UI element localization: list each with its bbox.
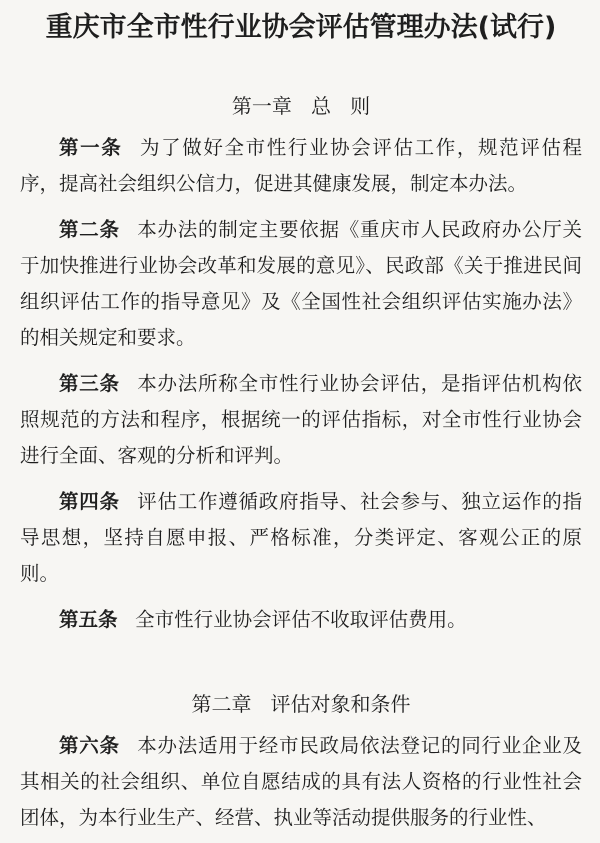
article: [20, 484, 582, 592]
article-text: 本办法所称全市性行业协会评估，是指评估机构依照规范的方法和程序，根据统一的评估指标，对全市性行业协会进行全面、客观的分析和评判。: [20, 372, 582, 467]
article: [20, 366, 582, 474]
article-text: 评估工作遵循政府指导、社会参与、独立运作的指导思想，坚持自愿申报、严格标准，分类评定、客观公正的原则。: [20, 490, 582, 585]
article-label: 第五条: [59, 608, 118, 631]
document-title: 重庆市全市性行业协会评估管理办法(试行): [45, 12, 557, 43]
article-label: 第六条: [59, 734, 120, 757]
article-text: 本办法适用于经市民政局依法登记的同行业企业及其相关的社会组织、单位自愿结成的具有法人资格的行业性社会团体，为本行业生产、经营、执业等活动提供服务的行业性、: [20, 734, 582, 829]
chapter-heading: 第二章 评估对象和条件: [191, 692, 411, 716]
article-text: 为了做好全市性行业协会评估工作，规范评估程序，提高社会组织公信力，促进其健康发展，制定本办法。: [20, 136, 582, 195]
chapter-heading: 第一章 总 则: [231, 94, 371, 118]
article-label: 第四条: [59, 490, 120, 513]
article-label: 第二条: [59, 218, 120, 241]
article-label: 第一条: [59, 136, 123, 159]
article: [20, 212, 582, 356]
article-text: 本办法的制定主要依据《重庆市人民政府办公厅关于加快推进行业协会改革和发展的意见》、民政部《关于推进民间组织评估工作的指导意见》及《全国性社会组织评估实施办法》的相关规定和要求。: [20, 218, 582, 349]
article: [20, 130, 582, 202]
article: [20, 728, 582, 836]
article-text: 全市性行业协会评估不收取评估费用。: [135, 608, 467, 631]
article-label: 第三条: [59, 372, 120, 395]
article: [20, 602, 582, 638]
